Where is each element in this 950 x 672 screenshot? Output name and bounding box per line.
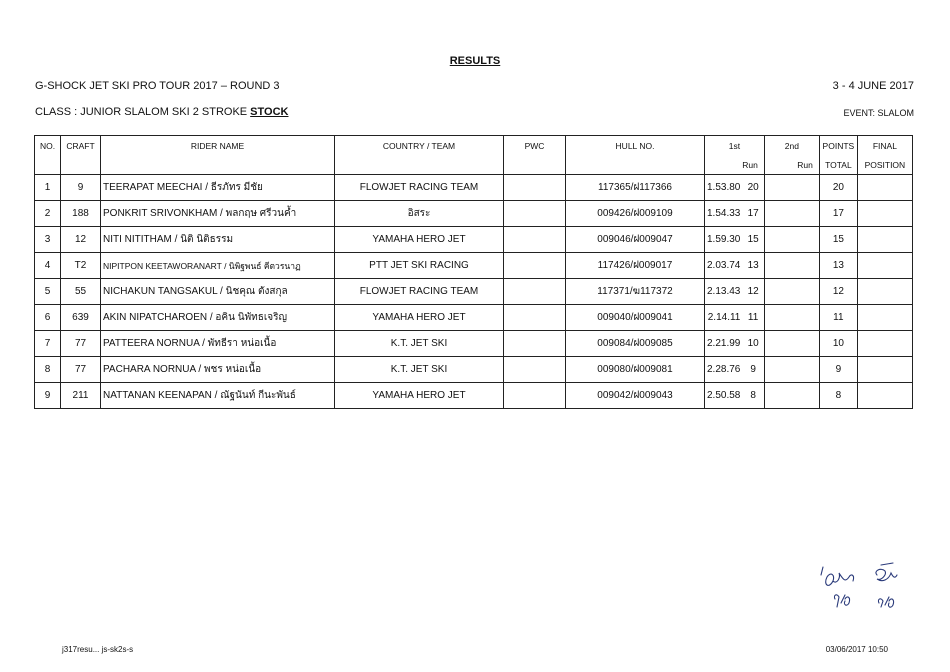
cell-hull: 009084/ฝ009085 <box>566 331 705 357</box>
table-row <box>35 383 913 409</box>
footer-timestamp: 03/06/2017 10:50 <box>825 645 888 654</box>
table-row <box>35 305 913 331</box>
cell-craft: 77 <box>61 357 101 383</box>
cell-no: 7 <box>35 331 61 357</box>
cell-craft: 211 <box>61 383 101 409</box>
table-row <box>35 253 913 279</box>
cell-points-total: 10 <box>819 331 857 357</box>
cell-run2-points <box>797 175 819 201</box>
cell-run2-time <box>764 331 797 357</box>
cell-run2-time <box>764 175 797 201</box>
col-second-run: 2nd <box>764 136 819 156</box>
cell-run1-time: 2.13.43 <box>705 279 743 305</box>
table-subheader-row <box>35 155 913 175</box>
table-row <box>35 279 913 305</box>
col-final: FINAL <box>857 136 912 156</box>
cell-run2-time <box>764 279 797 305</box>
table-row <box>35 227 913 253</box>
cell-run2-points <box>797 227 819 253</box>
cell-rider-name: PACHARA NORNUA / พชร หน่อเนื้อ <box>101 357 335 383</box>
table-row <box>35 357 913 383</box>
cell-rider-name: NITI NITITHAM / นิติ นิติธรรม <box>101 227 335 253</box>
cell-run2-time <box>764 357 797 383</box>
cell-hull: 009080/ฝ009081 <box>566 357 705 383</box>
cell-run1-points: 20 <box>742 175 764 201</box>
cell-run1-time: 1.59.30 <box>705 227 743 253</box>
col-second-run-sub: Run <box>764 155 819 175</box>
col-craft: CRAFT <box>61 136 101 156</box>
cell-no: 8 <box>35 357 61 383</box>
cell-points-total: 9 <box>819 357 857 383</box>
cell-points-total: 8 <box>819 383 857 409</box>
cell-craft: 639 <box>61 305 101 331</box>
results-table <box>34 135 913 409</box>
cell-run1-points: 11 <box>742 305 764 331</box>
footer-file-name: j317resu... js-sk2s-s <box>62 645 134 654</box>
col-points-sub: TOTAL <box>819 155 857 175</box>
cell-pwc <box>504 253 566 279</box>
cell-craft: 77 <box>61 331 101 357</box>
col-first-run-sub: Run <box>705 155 765 175</box>
cell-final-position <box>857 201 912 227</box>
cell-points-total: 17 <box>819 201 857 227</box>
cell-no: 3 <box>35 227 61 253</box>
cell-run1-time: 1.54.33 <box>705 201 743 227</box>
cell-pwc <box>504 201 566 227</box>
cell-rider-name: TEERAPAT MEECHAI / ธีรภัทร มีชัย <box>101 175 335 201</box>
col-final-sub: POSITION <box>857 155 912 175</box>
cell-pwc <box>504 383 566 409</box>
cell-pwc <box>504 227 566 253</box>
cell-country: YAMAHA HERO JET <box>335 383 504 409</box>
cell-hull: 009042/ฝ009043 <box>566 383 705 409</box>
cell-run1-time: 2.21.99 <box>705 331 743 357</box>
cell-country: FLOWJET RACING TEAM <box>335 279 504 305</box>
cell-run2-time <box>764 201 797 227</box>
cell-final-position <box>857 279 912 305</box>
cell-country: PTT JET SKI RACING <box>335 253 504 279</box>
col-hull: HULL NO. <box>566 136 705 156</box>
cell-hull: 117365/ฝ117366 <box>566 175 705 201</box>
col-pwc: PWC <box>504 136 566 156</box>
cell-final-position <box>857 383 912 409</box>
table-row <box>35 331 913 357</box>
cell-pwc <box>504 357 566 383</box>
cell-hull: 117426/ฝ009017 <box>566 253 705 279</box>
cell-craft: 9 <box>61 175 101 201</box>
cell-hull: 009040/ฝ009041 <box>566 305 705 331</box>
cell-rider-name: PATTEERA NORNUA / พัทธีรา หน่อเนื้อ <box>101 331 335 357</box>
col-rider: RIDER NAME <box>101 136 335 156</box>
cell-hull: 009046/ฝ009047 <box>566 227 705 253</box>
cell-rider-name: AKIN NIPATCHAROEN / อคิน นิพัทธเจริญ <box>101 305 335 331</box>
cell-pwc <box>504 175 566 201</box>
cell-run1-points: 10 <box>742 331 764 357</box>
event-date: 3 - 4 JUNE 2017 <box>832 80 914 92</box>
cell-country: อิสระ <box>335 201 504 227</box>
cell-points-total: 20 <box>819 175 857 201</box>
cell-craft: 55 <box>61 279 101 305</box>
results-body <box>35 175 913 409</box>
cell-run1-time: 2.28.76 <box>705 357 743 383</box>
cell-rider-name: NICHAKUN TANGSAKUL / นิชคุณ ตังสกุล <box>101 279 335 305</box>
cell-final-position <box>857 175 912 201</box>
cell-run1-points: 17 <box>742 201 764 227</box>
cell-final-position <box>857 253 912 279</box>
cell-run2-points <box>797 279 819 305</box>
cell-pwc <box>504 279 566 305</box>
cell-run1-time: 1.53.80 <box>705 175 743 201</box>
cell-no: 5 <box>35 279 61 305</box>
cell-points-total: 15 <box>819 227 857 253</box>
class-line <box>35 106 288 118</box>
cell-pwc <box>504 331 566 357</box>
cell-no: 2 <box>35 201 61 227</box>
table-row <box>35 201 913 227</box>
cell-final-position <box>857 305 912 331</box>
cell-country: YAMAHA HERO JET <box>335 305 504 331</box>
class-label: CLASS : JUNIOR SLALOM SKI 2 STROKE <box>35 106 251 118</box>
cell-points-total: 12 <box>819 279 857 305</box>
cell-rider-name: NIPITPON KEETAWORANART / นิพิฐพนธ์ คีตวรนาฏ <box>101 253 335 279</box>
cell-run2-time <box>764 383 797 409</box>
cell-run1-time: 2.03.74 <box>705 253 743 279</box>
cell-run2-points <box>797 253 819 279</box>
cell-run2-points <box>797 357 819 383</box>
class-stock: STOCK <box>250 106 289 118</box>
cell-run1-time: 2.50.58 <box>705 383 743 409</box>
cell-pwc <box>504 305 566 331</box>
table-header-row <box>35 136 913 156</box>
cell-final-position <box>857 331 912 357</box>
cell-final-position <box>857 357 912 383</box>
cell-no: 4 <box>35 253 61 279</box>
cell-run2-time <box>764 227 797 253</box>
cell-final-position <box>857 227 912 253</box>
cell-craft: 12 <box>61 227 101 253</box>
cell-country: K.T. JET SKI <box>335 357 504 383</box>
cell-run2-points <box>797 201 819 227</box>
cell-run2-points <box>797 383 819 409</box>
cell-run2-points <box>797 331 819 357</box>
cell-hull: 117371/ฆ117372 <box>566 279 705 305</box>
cell-no: 6 <box>35 305 61 331</box>
cell-no: 1 <box>35 175 61 201</box>
col-country: COUNTRY / TEAM <box>335 136 504 156</box>
cell-run1-points: 12 <box>742 279 764 305</box>
cell-rider-name: NATTANAN KEENAPAN / ณัฐนันท์ กีนะพันธ์ <box>101 383 335 409</box>
cell-run2-time <box>764 253 797 279</box>
cell-hull: 009426/ฝ009109 <box>566 201 705 227</box>
cell-points-total: 13 <box>819 253 857 279</box>
cell-run2-points <box>797 305 819 331</box>
page-title: RESULTS <box>449 55 501 67</box>
col-first-run: 1st <box>705 136 765 156</box>
cell-country: YAMAHA HERO JET <box>335 227 504 253</box>
cell-country: K.T. JET SKI <box>335 331 504 357</box>
cell-run1-points: 8 <box>742 383 764 409</box>
signature-stamp <box>815 555 910 625</box>
cell-run1-time: 2.14.11 <box>705 305 743 331</box>
cell-run1-points: 15 <box>742 227 764 253</box>
cell-craft: 188 <box>61 201 101 227</box>
cell-run1-points: 13 <box>742 253 764 279</box>
cell-craft: T2 <box>61 253 101 279</box>
cell-no: 9 <box>35 383 61 409</box>
cell-run2-time <box>764 305 797 331</box>
col-no: NO. <box>35 136 61 156</box>
cell-run1-points: 9 <box>742 357 764 383</box>
cell-country: FLOWJET RACING TEAM <box>335 175 504 201</box>
table-row <box>35 175 913 201</box>
cell-rider-name: PONKRIT SRIVONKHAM / พลกฤษ ศรีวนค้ำ <box>101 201 335 227</box>
cell-points-total: 11 <box>819 305 857 331</box>
col-points: POINTS <box>819 136 857 156</box>
event-name: G-SHOCK JET SKI PRO TOUR 2017 – ROUND 3 <box>35 80 280 92</box>
event-type: EVENT: SLALOM <box>843 108 914 118</box>
